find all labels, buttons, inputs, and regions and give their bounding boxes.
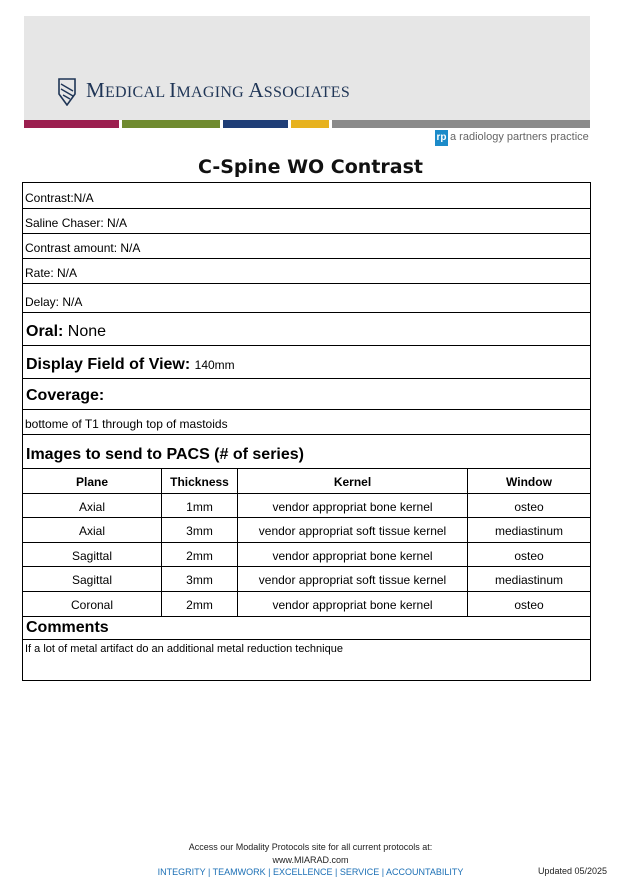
table-cell: vendor appropriat soft tissue kernel — [238, 518, 468, 542]
table-cell: Sagittal — [23, 543, 162, 567]
footer-separator: | — [265, 867, 273, 877]
coverage-value: bottome of T1 through top of mastoids — [25, 417, 228, 431]
contrast-amount-row — [23, 234, 590, 259]
comments-value: If a lot of metal artifact do an additional metal reduction technique — [25, 643, 343, 655]
dfov-field — [26, 356, 235, 374]
series-table-row — [23, 543, 590, 568]
shield-logo-icon — [58, 78, 76, 106]
table-cell: vendor appropriat bone kernel — [238, 543, 468, 567]
footer-access-note: Access our Modality Protocols site for all current protocols at: — [188, 842, 433, 852]
delay-row — [23, 284, 590, 313]
header-band — [24, 16, 590, 120]
rate-field: Rate: N/A — [25, 266, 78, 280]
saline-chaser-row — [23, 209, 590, 234]
table-cell: 1mm — [162, 494, 238, 518]
footer-separator: | — [379, 867, 387, 877]
footer-values — [0, 867, 621, 877]
contrast-row — [23, 183, 590, 209]
coverage-label: Coverage: — [26, 387, 105, 404]
table-cell: osteo — [514, 598, 544, 612]
comments-label: Comments — [26, 619, 109, 636]
coverage-value-row — [23, 410, 590, 435]
series-table-row — [23, 592, 590, 617]
updated-date: Updated 05/2025 — [537, 866, 607, 876]
table-cell: osteo — [514, 499, 544, 514]
footer-separator: | — [332, 867, 340, 877]
table-cell: Coronal — [23, 592, 162, 616]
brand-bar-maroon — [24, 120, 119, 128]
oral-value: None — [67, 323, 107, 340]
dfov-row — [23, 346, 590, 379]
dfov-label: Display Field of View: — [26, 356, 191, 373]
table-cell: 3mm — [162, 567, 238, 591]
brand-bar-green — [122, 120, 220, 128]
table-cell: Axial — [23, 518, 162, 542]
brand-bar-gold — [291, 120, 329, 128]
footer-value-item: EXCELLENCE — [272, 867, 333, 877]
column-header: Thickness — [162, 469, 238, 493]
table-cell: 3mm — [162, 518, 238, 542]
column-header: Kernel — [238, 469, 468, 493]
logo-wordmark: MEDICAL IMAGING ASSOCIATES — [86, 78, 351, 102]
page-title: C-Spine WO Contrast — [197, 156, 423, 178]
footer-website: www.MIARAD.com — [272, 855, 349, 865]
brand-bar-navy — [223, 120, 288, 128]
column-header: Window — [506, 475, 552, 489]
images-label-row — [23, 435, 590, 469]
footer-value-item: INTEGRITY — [157, 867, 206, 877]
footer-value-item: SERVICE — [339, 867, 380, 877]
saline-chaser-field: Saline Chaser: N/A — [25, 216, 128, 230]
table-cell: 2mm — [162, 592, 238, 616]
table-cell: vendor appropriat bone kernel — [238, 494, 468, 518]
oral-row — [23, 313, 590, 346]
footer-value-item: ACCOUNTABILITY — [386, 867, 464, 877]
contrast-amount-field: Contrast amount: N/A — [25, 241, 141, 255]
delay-field: Delay: N/A — [25, 295, 83, 309]
table-cell: Axial — [23, 494, 162, 518]
coverage-label-row — [23, 379, 590, 410]
series-table-row — [23, 494, 590, 519]
comments-value-row — [23, 640, 590, 680]
partner-tagline: a radiology partners practice — [450, 131, 589, 143]
comments-label-row — [23, 617, 590, 640]
footer-separator: | — [205, 867, 213, 877]
table-cell: mediastinum — [494, 573, 564, 588]
contrast-field: Contrast:N/A — [25, 191, 94, 205]
rate-row — [23, 259, 590, 284]
table-cell: vendor appropriat soft tissue kernel — [238, 567, 468, 591]
series-table-row — [23, 567, 590, 592]
brand-bar-gray — [332, 120, 590, 128]
table-cell: vendor appropriat bone kernel — [238, 592, 468, 616]
dfov-value: 140mm — [194, 358, 235, 372]
protocol-form — [22, 182, 591, 681]
series-table-header — [23, 469, 590, 494]
table-cell: osteo — [514, 548, 544, 563]
oral-label: Oral: — [26, 323, 64, 340]
table-cell: Sagittal — [23, 567, 162, 591]
series-table-row — [23, 518, 590, 543]
rp-logo-icon: rp — [435, 130, 448, 146]
oral-field — [26, 323, 106, 341]
table-cell: mediastinum — [494, 524, 564, 539]
table-cell: 2mm — [162, 543, 238, 567]
images-label: Images to send to PACS (# of series) — [26, 446, 304, 463]
footer-value-item: TEAMWORK — [212, 867, 266, 877]
column-header: Plane — [23, 469, 162, 493]
